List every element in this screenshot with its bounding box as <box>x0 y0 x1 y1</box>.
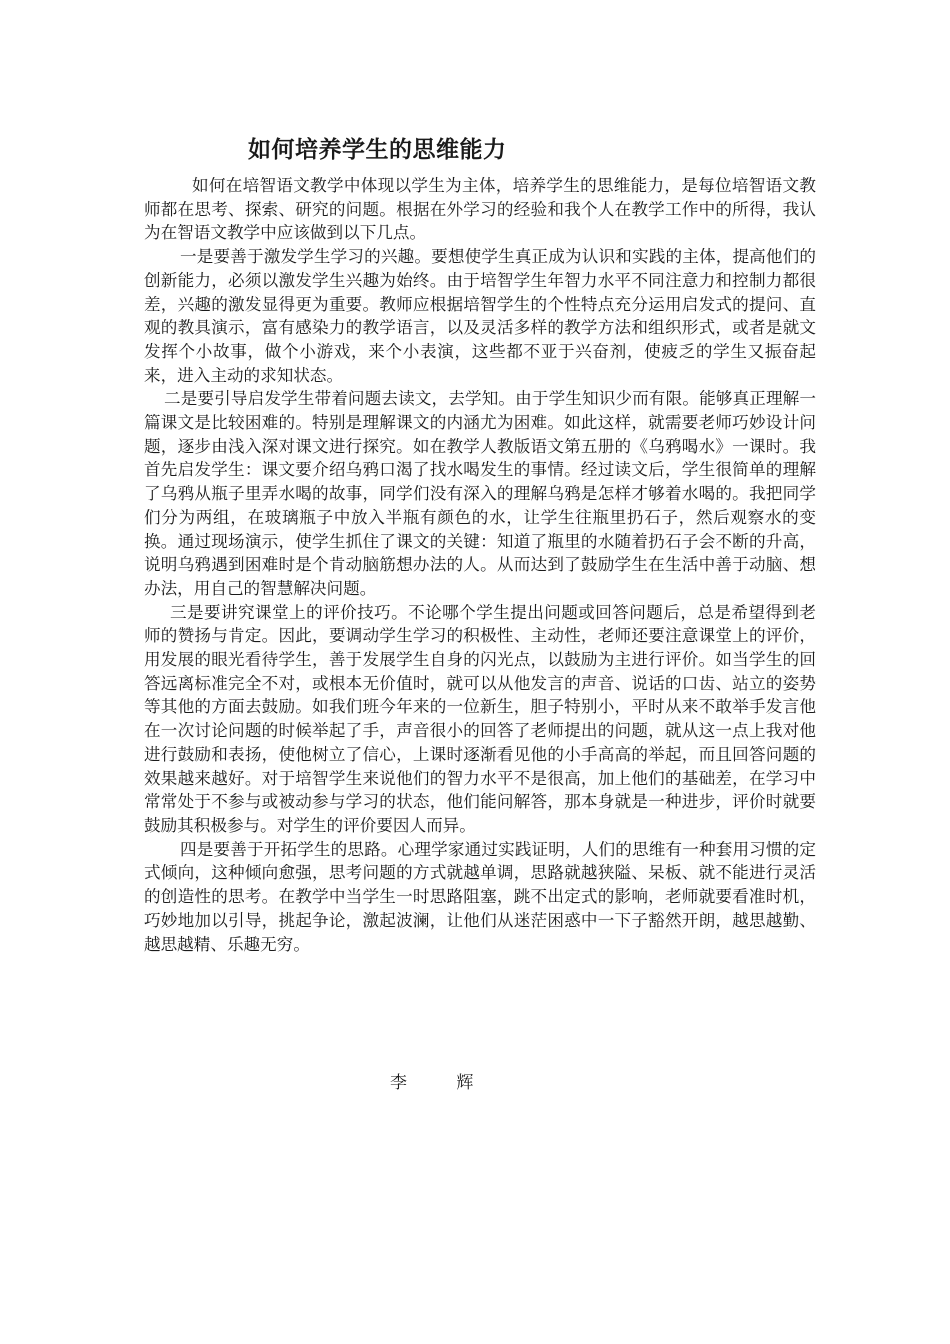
paragraph-point-three: 三是要讲究课堂上的评价技巧。不论哪个学生提出问题或回答问题后，总是希望得到老师的赞扬与肯定。因此，要调动学生学习的积极性、主动性，老师还要注意课堂上的评价，用发展的眼光看待学生，善于发展学生自身的闪光点，以鼓励为主进行评价。如当学生的回答远离标准完全不对，或根本无价值时，就可以从他发言的声音、说话的口齿、站立的姿势等其他的方面去鼓励。如我们班今年来的一位新生，胆子特别小，平时从来不敢举手发言他在一次讨论问题的时候举起了手，声音很小的回答了老师提出的问题，就从这一点上我对他进行鼓励和表扬，使他树立了信心，上课时逐渐看见他的小手高高的举起，而且回答问题的效果越来越好。对于培智学生来说他们的智力水平不是很高，加上他们的基础差，在学习中常常处于不参与或被动参与学习的状态，他们能问解答，那本身就是一种进步，评价时就要鼓励其积极参与。对学生的评价要因人而异。 <box>144 602 816 835</box>
paragraph-point-one: 一是要善于激发学生学习的兴趣。要想使学生真正成为认识和实践的主体，提高他们的创新能力，必须以激发学生兴趣为始终。由于培智学生年智力水平不同注意力和控制力都很差，兴趣的激发显得更为重要。教师应根据培智学生的个性特点充分运用启发式的提问、直观的教具演示，富有感染力的教学语言，以及灵活多样的教学方法和组织形式，或者是就文发挥个小故事，做个小游戏，来个小表演，这些都不亚于兴奋剂，使疲乏的学生又振奋起来，进入主动的求知状态。 <box>144 247 816 385</box>
author-name: 李 辉 <box>390 1073 496 1093</box>
document-body <box>144 174 816 956</box>
paragraph-intro: 如何在培智语文教学中体现以学生为主体，培养学生的思维能力，是每位培智语文教师都在思考、探索、研究的问题。根据在外学习的经验和我个人在教学工作中的所得，我认为在智语文教学中应该做到以下几点。 <box>144 176 816 243</box>
document-title: 如何培养学生的思维能力 <box>248 136 507 163</box>
paragraph-point-four: 四是要善于开拓学生的思路。心理学家通过实践证明，人们的思维有一种套用习惯的定式倾向，这种倾向愈强，思考问题的方式就越单调，思路就越狭隘、呆板、就不能进行灵活的创造性的思考。在教学中当学生一时思路阻塞，跳不出定式的影响，老师就要看准时机，巧妙地加以引导，挑起争论，激起波澜，让他们从迷茫困惑中一下子豁然开朗，越思越勤、越思越精、乐趣无穷。 <box>144 839 816 954</box>
paragraph-point-two: 二是要引导启发学生带着问题去读文，去学知。由于学生知识少而有限。能够真正理解一篇课文是比较困难的。特别是理解课文的内涵尤为困难。如此这样，就需要老师巧妙设计问题，逐步由浅入深对课文进行探究。如在教学人教版语文第五册的《乌鸦喝水》一课时。我首先启发学生：课文要介绍乌鸦口渴了找水喝发生的事情。经过读文后，学生很简单的理解了乌鸦从瓶子里弄水喝的故事，同学们没有深入的理解乌鸦是怎样才够着水喝的。我把同学们分为两组，在玻璃瓶子中放入半瓶有颜色的水，让学生往瓶里扔石子，然后观察水的变换。通过现场演示，使学生抓住了课文的关键：知道了瓶里的水随着扔石子会不断的升高，说明乌鸦遇到困难时是个肯动脑筋想办法的人。从而达到了鼓励学生在生活中善于动脑、想办法，用自己的智慧解决问题。 <box>144 389 816 598</box>
